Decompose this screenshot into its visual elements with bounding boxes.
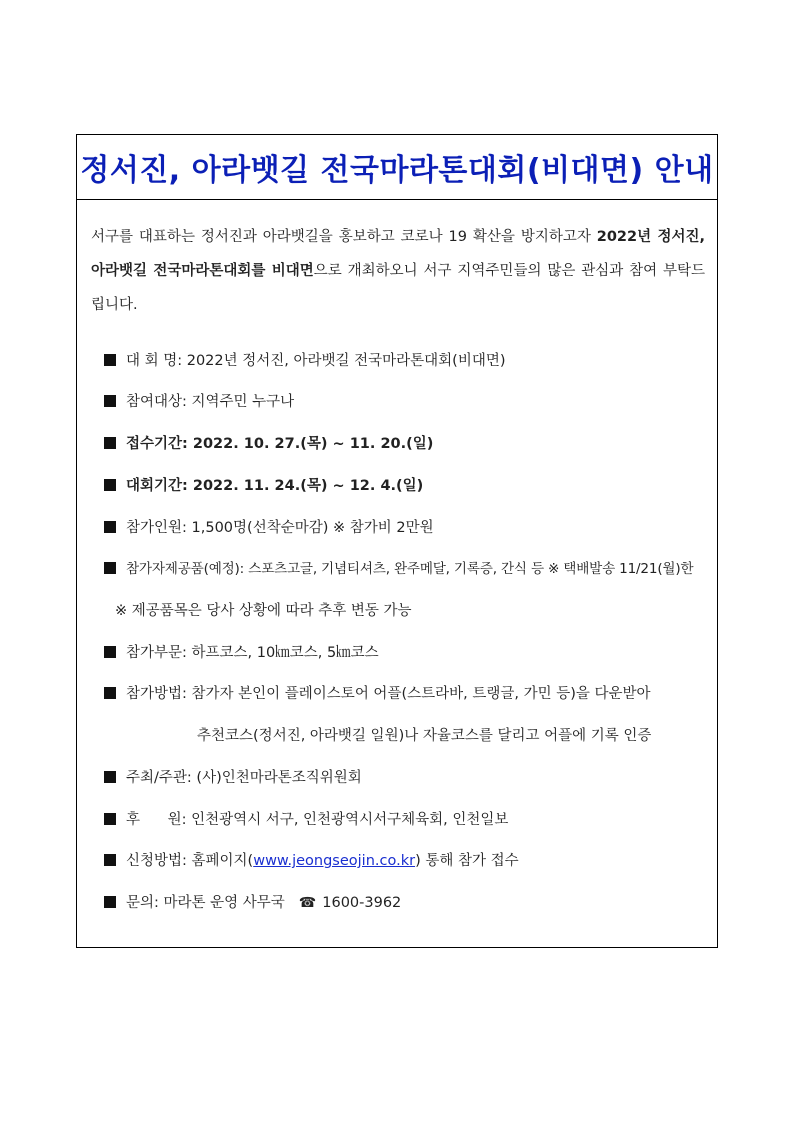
bullet-icon xyxy=(104,646,116,658)
bullet-icon xyxy=(104,813,116,825)
intro-bold: 2022년 정서진, 아라뱃길 전국마라톤대회를 비대면 xyxy=(91,229,705,279)
intro-text-2: 으로 개최하오니 서구 지역주민들의 많은 관심과 참여 부탁드립니다. xyxy=(91,263,706,313)
list-item-apply xyxy=(104,849,519,870)
organizer-text: 주최/주관: (사)인천마라톤조직위원회 xyxy=(126,770,362,786)
title-bar xyxy=(77,135,717,200)
method-text-1: 참가방법: 참가자 본인이 플레이스토어 어플(스트라바, 트랭글, 가민 등)을 다운받아 xyxy=(126,686,651,702)
capacity-text: 참가인원: 1,500명(선착순마감) ※ 참가비 2만원 xyxy=(126,520,434,536)
bullet-icon xyxy=(104,521,116,533)
bullet-icon xyxy=(104,687,116,699)
divisions-text: 참가부문: 하프코스, 10㎞코스, 5㎞코스 xyxy=(126,645,379,661)
bullet-icon xyxy=(104,395,116,407)
event-name-text: 대 회 명: 2022년 정서진, 아라뱃길 전국마라톤대회(비대면) xyxy=(126,353,506,369)
list-item-registration xyxy=(104,432,433,453)
intro-paragraph xyxy=(91,220,705,322)
registration-text: 접수기간: 2022. 10. 27.(목) ~ 11. 20.(일) xyxy=(126,436,434,452)
list-item-method xyxy=(104,682,651,703)
competition-text: 대회기간: 2022. 11. 24.(목) ~ 12. 4.(일) xyxy=(126,478,424,494)
method-text-2: 추천코스(정서진, 아라뱃길 일원)나 자율코스를 달리고 어플에 기록 인증 xyxy=(197,728,652,744)
bullet-icon xyxy=(104,771,116,783)
goods-note: ※ 제공품목은 당사 상황에 따라 추후 변동 가능 xyxy=(115,603,412,619)
list-item-divisions xyxy=(104,641,379,662)
bullet-icon xyxy=(104,354,116,366)
apply-prefix: 신청방법: 홈페이지( xyxy=(126,853,254,869)
phone-number: 1600-3962 xyxy=(322,895,402,911)
notice-frame xyxy=(76,134,718,948)
list-item-organizer xyxy=(104,766,362,787)
list-item-goods xyxy=(104,557,693,577)
list-item-competition xyxy=(104,474,423,495)
bullet-icon xyxy=(104,479,116,491)
list-item-participants xyxy=(104,390,294,411)
bullet-icon xyxy=(104,896,116,908)
list-item-inquiry xyxy=(104,891,401,912)
intro-text-1: 서구를 대표하는 정서진과 아라뱃길을 홍보하고 코로나 19 확산을 방지하고자 xyxy=(91,229,597,245)
bullet-icon xyxy=(104,437,116,449)
apply-suffix: ) 통해 참가 접수 xyxy=(415,853,519,869)
goods-text: 참가자제공품(예정): 스포츠고글, 기념티셔츠, 완주메달, 기록증, 간식 등 ※ 택배발송 11/21(월)한 xyxy=(126,561,694,577)
phone-icon: ☎ xyxy=(298,895,317,911)
list-item-event-name xyxy=(104,349,506,370)
page-title: 정서진, 아라뱃길 전국마라톤대회(비대면) 안내 xyxy=(80,153,714,188)
sponsor-text: 후 원: 인천광역시 서구, 인천광역시서구체육회, 인천일보 xyxy=(126,812,509,828)
inquiry-text: 문의: 마라톤 운영 사무국 xyxy=(126,895,285,911)
bullet-icon xyxy=(104,854,116,866)
bullet-icon xyxy=(104,562,116,574)
participants-text: 참여대상: 지역주민 누구나 xyxy=(126,394,295,410)
list-item-capacity xyxy=(104,516,434,537)
homepage-link[interactable]: www.jeongseojin.co.kr xyxy=(253,853,416,869)
list-item-sponsor xyxy=(104,808,508,829)
